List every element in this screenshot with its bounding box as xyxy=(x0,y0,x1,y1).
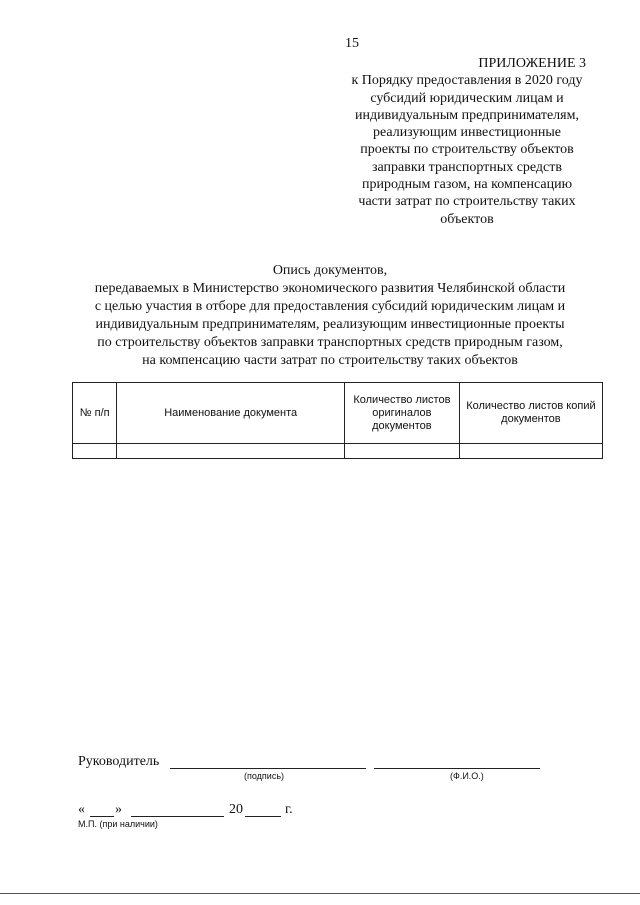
header-document-name: Наименование документа xyxy=(117,383,345,444)
table-row xyxy=(73,444,603,459)
header-copies-count: Количество листов копий документов xyxy=(459,383,602,444)
document-heading-line: передаваемых в Министерство экономического развития Челябинской области xyxy=(94,281,566,296)
appendix-title: ПРИЛОЖЕНИЕ 3 xyxy=(478,56,586,71)
appendix-line: природным газом, на компенсацию xyxy=(361,177,573,193)
name-line xyxy=(374,752,540,769)
header-number: № п/п xyxy=(73,383,117,444)
date-close-quote: » xyxy=(115,802,122,817)
header-originals-count: Количество листов оригиналов документов xyxy=(344,383,459,444)
document-title: Опись документов, xyxy=(272,263,388,278)
document-heading-line: индивидуальным предпринимателям, реализующим инвестиционные проекты xyxy=(95,317,565,332)
bottom-rule xyxy=(0,893,640,894)
appendix-line: проекты по строительству объектов xyxy=(360,142,574,158)
table-cell xyxy=(117,444,345,459)
year-suffix: г. xyxy=(285,802,293,817)
year-prefix: 20 xyxy=(229,802,243,817)
signature-caption: (подпись) xyxy=(244,771,285,781)
year-line xyxy=(245,800,281,817)
month-line xyxy=(131,800,224,817)
documents-table xyxy=(72,382,603,459)
signature-label: Руководитель xyxy=(78,754,160,769)
table-cell xyxy=(73,444,117,459)
document-heading xyxy=(60,262,600,370)
day-line xyxy=(90,800,114,817)
table-cell xyxy=(459,444,602,459)
appendix-line: субсидий юридическим лицам и xyxy=(370,90,564,106)
appendix-line: к Порядку предоставления в 2020 году xyxy=(351,73,583,89)
document-heading-line: с целью участия в отборе для предоставления субсидий юридическим лицам и xyxy=(94,299,566,314)
page-number: 15 xyxy=(345,36,359,51)
appendix-line: заправки транспортных средств xyxy=(371,159,562,175)
appendix-line: объектов xyxy=(440,211,494,227)
document-heading-line: на компенсацию части затрат по строительству таких объектов xyxy=(142,353,518,368)
appendix-line: реализующим инвестиционные xyxy=(372,125,561,141)
table-header-row xyxy=(73,383,603,444)
table-cell xyxy=(344,444,459,459)
document-heading-line: по строительству объектов заправки транспортных средств природным газом, xyxy=(97,335,563,350)
date-open-quote: « xyxy=(78,802,85,817)
appendix-block xyxy=(322,55,612,228)
stamp-note: М.П. (при наличии) xyxy=(78,819,158,829)
appendix-line: индивидуальным предпринимателям, xyxy=(355,107,579,123)
signature-line xyxy=(170,752,366,769)
name-caption: (Ф.И.О.) xyxy=(450,771,484,781)
appendix-line: части затрат по строительству таких xyxy=(358,194,576,210)
